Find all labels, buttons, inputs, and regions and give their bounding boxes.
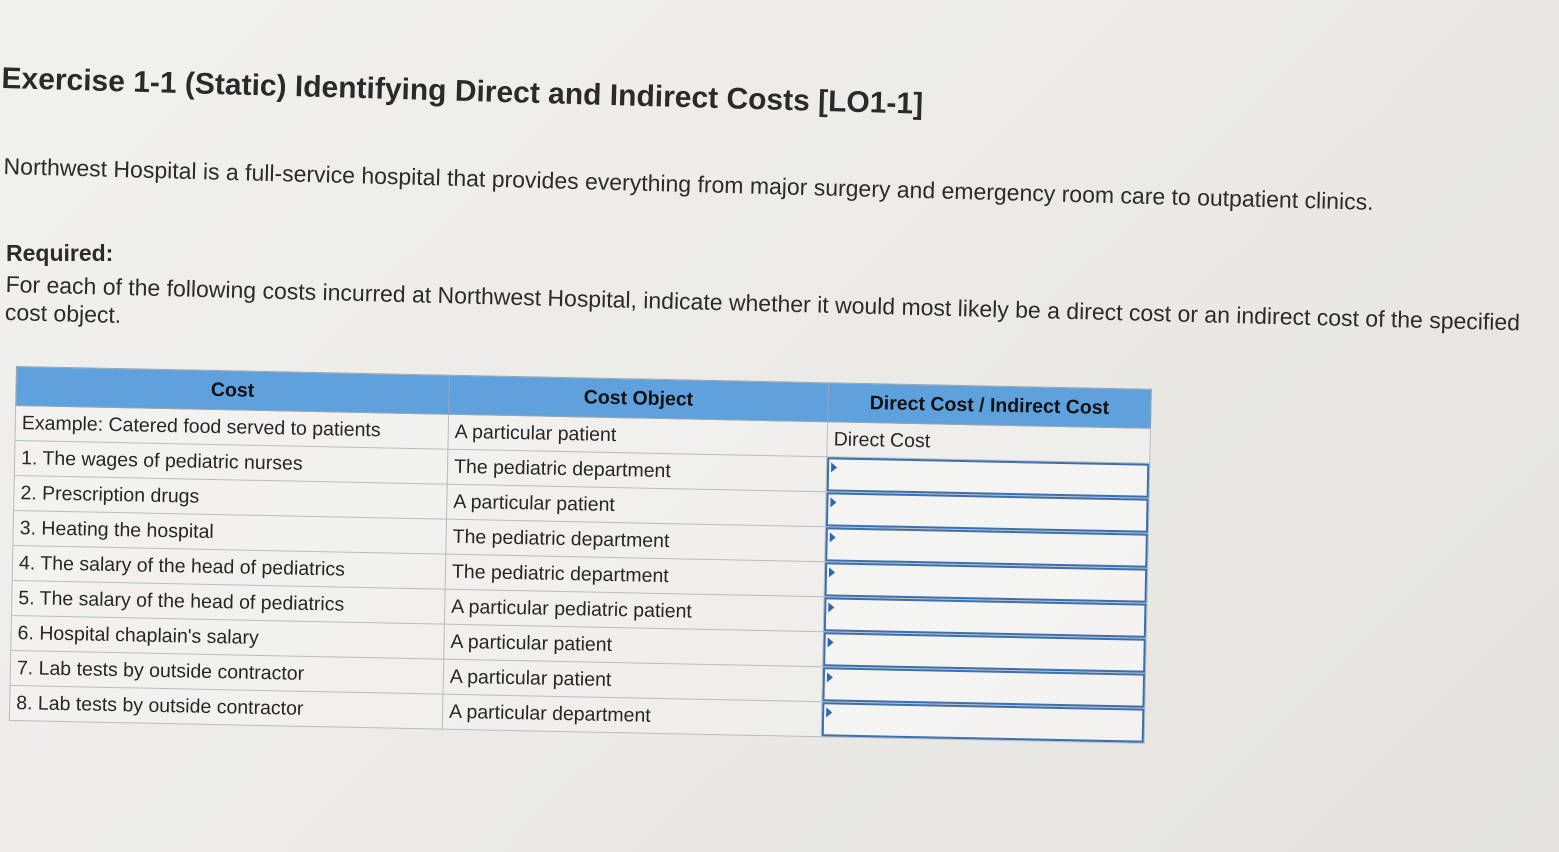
cost-table: [9, 366, 1152, 744]
dropdown-arrow-icon: [828, 637, 834, 647]
answer-dropdown[interactable]: [827, 457, 1150, 497]
row-cost: 3. Heating the hospital: [13, 510, 447, 554]
answer-cell: [821, 702, 1145, 743]
dropdown-arrow-icon: [829, 567, 835, 577]
dropdown-arrow-icon: [828, 602, 834, 612]
answer-dropdown[interactable]: [825, 527, 1148, 567]
intro-paragraph: Northwest Hospital is a full-service hospital that provides everything from major surgery and emergency room care to outpatient clinics.: [3, 152, 1374, 215]
required-instructions: For each of the following costs incurred at Northwest Hospital, indicate whether it would most likely be a direct cost or an indirect cost of the specified cost object.: [4, 270, 1521, 336]
row-cost-object: A particular patient: [443, 659, 823, 702]
dropdown-arrow-icon: [830, 532, 836, 542]
row-cost: 2. Prescription drugs: [14, 475, 448, 519]
dropdown-arrow-icon: [826, 707, 832, 717]
row-cost: 8. Lab tests by outside contractor: [9, 685, 443, 729]
row-cost-object: The pediatric department: [446, 519, 826, 562]
row-cost: 5. The salary of the head of pediatrics: [11, 580, 445, 624]
row-cost-object: The pediatric department: [447, 449, 827, 492]
answer-dropdown[interactable]: [822, 667, 1145, 707]
row-cost: 4. The salary of the head of pediatrics: [12, 545, 446, 589]
row-cost: 1. The wages of pediatric nurses: [14, 440, 448, 484]
answer-dropdown[interactable]: [824, 597, 1147, 637]
row-cost-object: A particular department: [442, 694, 822, 737]
row-cost-object: A particular pediatric patient: [444, 589, 824, 632]
answer-dropdown[interactable]: [825, 562, 1148, 602]
required-heading: Required:: [6, 240, 114, 266]
dropdown-arrow-icon: [830, 497, 836, 507]
dropdown-arrow-icon: [831, 462, 837, 472]
answer-dropdown[interactable]: [826, 492, 1149, 532]
row-cost-object: A particular patient: [447, 484, 827, 527]
example-answer: Direct Cost: [827, 422, 1151, 463]
row-cost: 7. Lab tests by outside contractor: [10, 650, 444, 694]
header-cost-object: Cost Object: [449, 375, 829, 422]
row-cost-object: The pediatric department: [445, 554, 825, 597]
row-cost: 6. Hospital chaplain's salary: [11, 615, 445, 659]
answer-dropdown[interactable]: [822, 702, 1145, 742]
header-direct-indirect: Direct Cost / Indirect Cost: [828, 383, 1152, 428]
exercise-title: Exercise 1-1 (Static) Identifying Direct and Indirect Costs [LO1-1]: [1, 62, 924, 121]
row-cost-object: A particular patient: [444, 624, 824, 667]
answer-dropdown[interactable]: [823, 632, 1146, 672]
example-cost-object: A particular patient: [448, 414, 828, 457]
header-cost: Cost: [16, 367, 450, 415]
example-cost: Example: Catered food served to patients: [15, 406, 449, 450]
cost-table-container: [9, 366, 1152, 744]
dropdown-arrow-icon: [827, 672, 833, 682]
